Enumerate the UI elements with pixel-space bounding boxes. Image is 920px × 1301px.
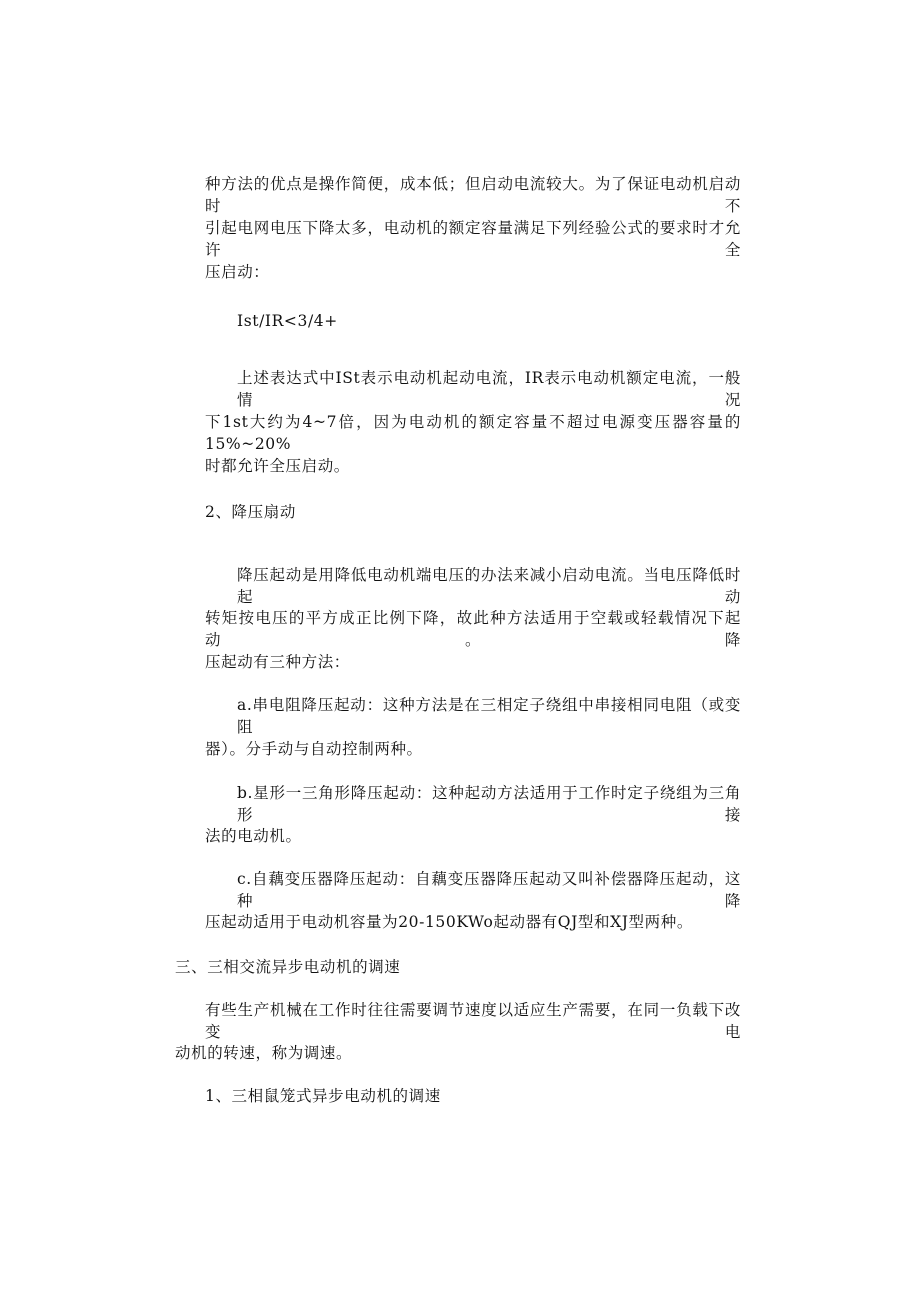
paragraph-line: 时都允许全压启动。 bbox=[205, 457, 350, 475]
formula-line: Ist/IR<3/4+ bbox=[237, 312, 338, 330]
paragraph-line: 压起动有三种方法： bbox=[205, 653, 350, 671]
list-item-line: 法的电动机。 bbox=[205, 827, 302, 845]
list-item-line: 器）。分手动与自动控制两种。 bbox=[205, 740, 423, 758]
paragraph-line: 降压起动是用降低电动机端电压的办法来减小启动电流。当电压降低时起动 bbox=[237, 566, 741, 606]
paragraph-line: 转矩按电压的平方成正比例下降，故此种方法适用于空载或轻载情况下起动。降 bbox=[205, 609, 741, 649]
paragraph-line: 下1st大约为4~7倍，因为电动机的额定容量不超过电源变压器容量的15%~20% bbox=[205, 413, 741, 453]
paragraph-line: 动机的转速，称为调速。 bbox=[175, 1044, 353, 1062]
section-heading: 1、三相鼠笼式异步电动机的调速 bbox=[205, 1087, 441, 1105]
paragraph-line: 引起电网电压下降太多，电动机的额定容量满足下列经验公式的要求时才允许全 bbox=[205, 219, 741, 259]
paragraph-line: 压启动： bbox=[205, 263, 270, 281]
list-item-line: a.串电阻降压起动：这种方法是在三相定子绕组中串接相同电阻（或变阻 bbox=[237, 696, 741, 736]
section-heading: 2、降压扇动 bbox=[205, 503, 296, 521]
paragraph-line: 有些生产机械在工作时往往需要调节速度以适应生产需要，在同一负载下改变电 bbox=[205, 1001, 741, 1041]
list-item-line: 压起动适用于电动机容量为20-150KWo起动器有QJ型和XJ型两种。 bbox=[205, 913, 693, 931]
section-heading: 三、三相交流异步电动机的调速 bbox=[175, 958, 401, 976]
paragraph-line: 上述表达式中ISt表示电动机起动电流，IR表示电动机额定电流，一般情况 bbox=[237, 369, 741, 409]
list-item-line: b.星形一三角形降压起动：这种起动方法适用于工作时定子绕组为三角形接 bbox=[237, 784, 741, 824]
list-item-line: c.自藕变压器降压起动：自藕变压器降压起动又叫补偿器降压起动，这种降 bbox=[237, 870, 741, 910]
paragraph-line: 种方法的优点是操作简便，成本低；但启动电流较大。为了保证电动机启动时不 bbox=[205, 175, 741, 215]
